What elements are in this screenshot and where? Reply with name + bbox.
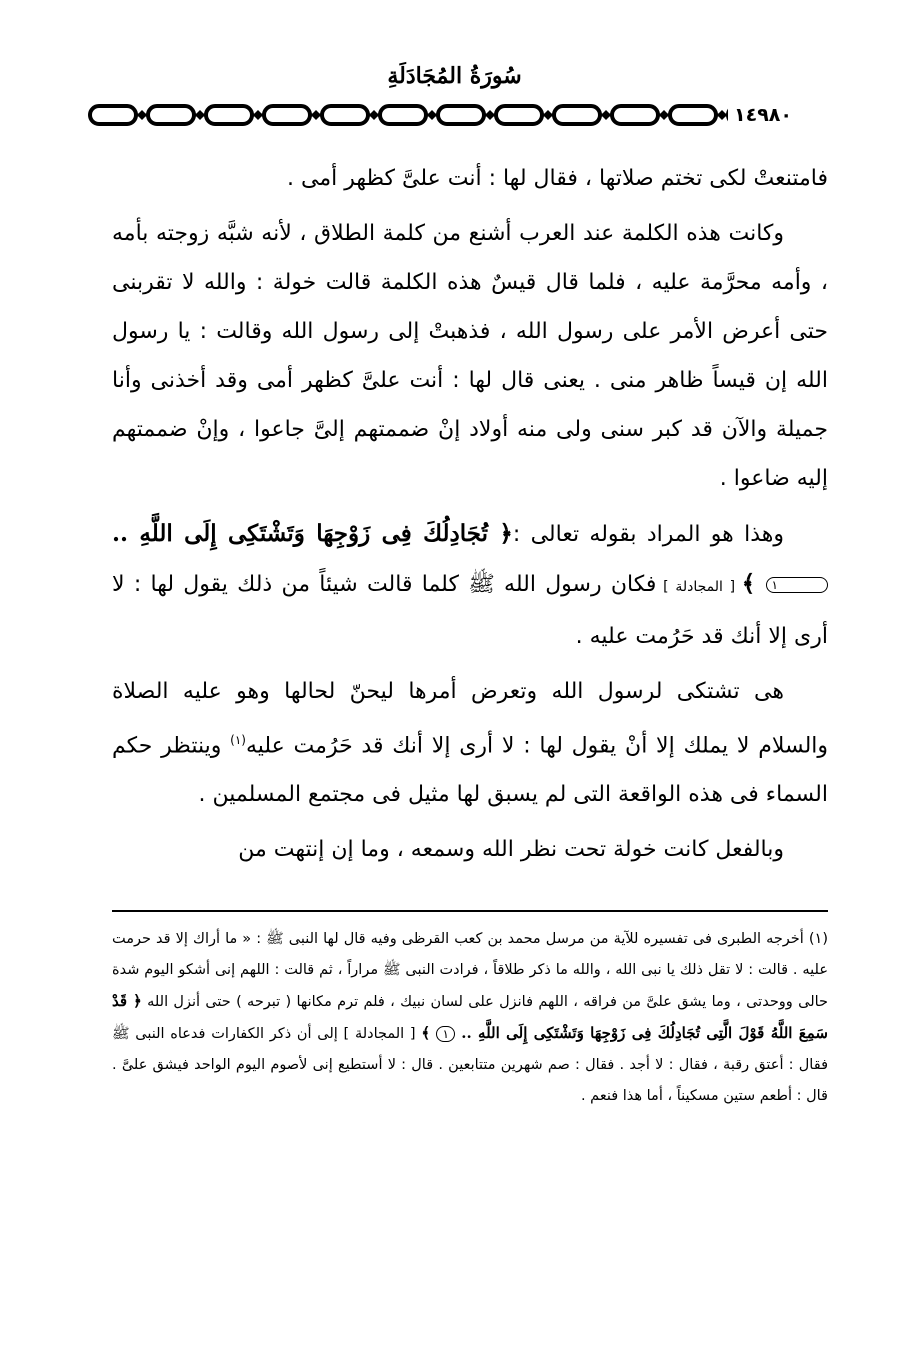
diamond-icon xyxy=(369,110,379,120)
paragraph: وبالفعل كانت خولة تحت نظر الله وسمعه ، وما إن إنتهت من xyxy=(238,837,784,863)
paragraph-text: فكان رسول الله ﷺ كلما قالت شيئاً من ذلك يقول لها : لا أرى إلا أنك قد حَرُمت عليه . xyxy=(112,572,828,649)
diamond-icon xyxy=(253,110,263,120)
diamond-icon xyxy=(659,110,669,120)
footnote-marker[interactable]: (١) xyxy=(230,733,246,747)
verse-number: ١ xyxy=(766,577,828,593)
footnote xyxy=(112,924,828,1112)
chain-link-icon xyxy=(264,106,310,124)
chain-link-icon xyxy=(670,106,716,124)
diamond-icon xyxy=(311,110,321,120)
chain-link-icon xyxy=(612,106,658,124)
quran-bracket-close: ﴾ xyxy=(741,570,766,597)
page-number: ١٤٩٨٠ xyxy=(728,100,798,130)
chain-link-icon xyxy=(496,106,542,124)
chain-link-icon xyxy=(438,106,484,124)
main-text xyxy=(112,154,828,874)
footnote-text: (١) أخرجه الطبرى فى تفسيره للآية من مرسل محمد بن كعب القرظى وفيه قال لها النبى ﷺ : « ما أراك إلا قد حرمت عليه . قالت : لا تقل ذلك يا نبى الله ، والله ما ذكر طلاقاً ، فرادت النبى ﷺ مراراً ، ثم قالت : اللهم إنى أشكو اليوم شدة حالى ووحدتى ، وما يشق علىَّ من فراقه ، اللهم فانزل على لسان نبيك ، فلم ترم مكانها ( تبرحه ) حتى أنزل الله xyxy=(112,931,828,1010)
paragraph: فامتنعتْ لكى تختم صلاتها ، فقال لها : أنت علىَّ كظهر أمى . xyxy=(287,166,828,191)
verse-number: ١ xyxy=(436,1026,454,1042)
footnote-quran-verse: ﴿ قَدْ سَمِعَ اللَّهُ قَوْلَ الَّتِى تُجَادِلُكَ فِى زَوْجِهَا وَتَشْتَكِى إِلَى اللَّهِ .. xyxy=(112,992,829,1042)
ornamental-header xyxy=(86,100,852,130)
diamond-icon xyxy=(601,110,611,120)
diamond-icon xyxy=(195,110,205,120)
surah-reference: [ المجادلة ] xyxy=(656,579,742,595)
chain-link-icon xyxy=(322,106,368,124)
footnote-text: [ المجادلة ] إلى أن ذكر الكفارات فدعاه النبى ﷺ فقال : أعتق رقبة ، فقال : لا أجد . فقال : صم شهرين متتابعين . قال : لا أستطيع إنى لأصوم اليوم الواحد فيشق علىَّ . قال : أطعم ستين مسكيناً ، أما هذا فنعم . xyxy=(112,1026,828,1104)
paragraph-text: وينتظر حكم السماء فى هذه الواقعة التى لم يسبق لها مثيل فى مجتمع المسلمين . xyxy=(112,733,828,808)
paragraph-with-verse xyxy=(112,509,828,661)
footnote-section xyxy=(112,924,828,1112)
paragraph-intro: وهذا هو المراد بقوله تعالى : xyxy=(512,522,784,547)
footnote-divider xyxy=(112,910,828,912)
paragraph-text: هى تشتكى لرسول الله وتعرض أمرها ليحنّ لحالها وهو عليه الصلاة والسلام لا يملك إلا أنْ يقول لها : لا أرى إلا أنك قد حَرُمت عليه xyxy=(112,679,829,759)
paragraph-with-note xyxy=(112,667,828,819)
chain-link-icon xyxy=(206,106,252,124)
chain-link-icon xyxy=(90,106,136,124)
chain-link-icon xyxy=(380,106,426,124)
chain-link-icon xyxy=(554,106,600,124)
surah-title: سُورَةُ المُجَادَلَةِ xyxy=(387,63,522,89)
diamond-icon xyxy=(427,110,437,120)
diamond-icon xyxy=(485,110,495,120)
diamond-icon xyxy=(543,110,553,120)
diamond-icon xyxy=(137,110,147,120)
paragraph: وكانت هذه الكلمة عند العرب أشنع من كلمة الطلاق ، لأنه شبَّه زوجته بأمه ، وأمه محرَّمة عليه ، فلما قال قيسٌ هذه الكلمة قالت خولة : والله لا تقربنى حتى أعرض الأمر على رسول الله ، فذهبتْ إلى رسول الله وقالت : يا رسول الله إن قيساً ظاهر منى . يعنى قال لها : أنت علىَّ كظهر أمى وقد أخذنى وأنا جميلة والآن قد كبر سنى ولى منه أولاد إنْ ضممتهم إلىَّ جاعوا ، وإنْ ضممتهم إليه ضاعوا . xyxy=(112,221,828,491)
quran-bracket-close: ﴾ xyxy=(421,1024,437,1042)
diamond-icon xyxy=(717,110,727,120)
quran-verse: ﴿ تُجَادِلُكَ فِى زَوْجِهَا وَتَشْتَكِى إِلَى اللَّهِ .. xyxy=(112,520,513,547)
chain-link-icon xyxy=(148,106,194,124)
